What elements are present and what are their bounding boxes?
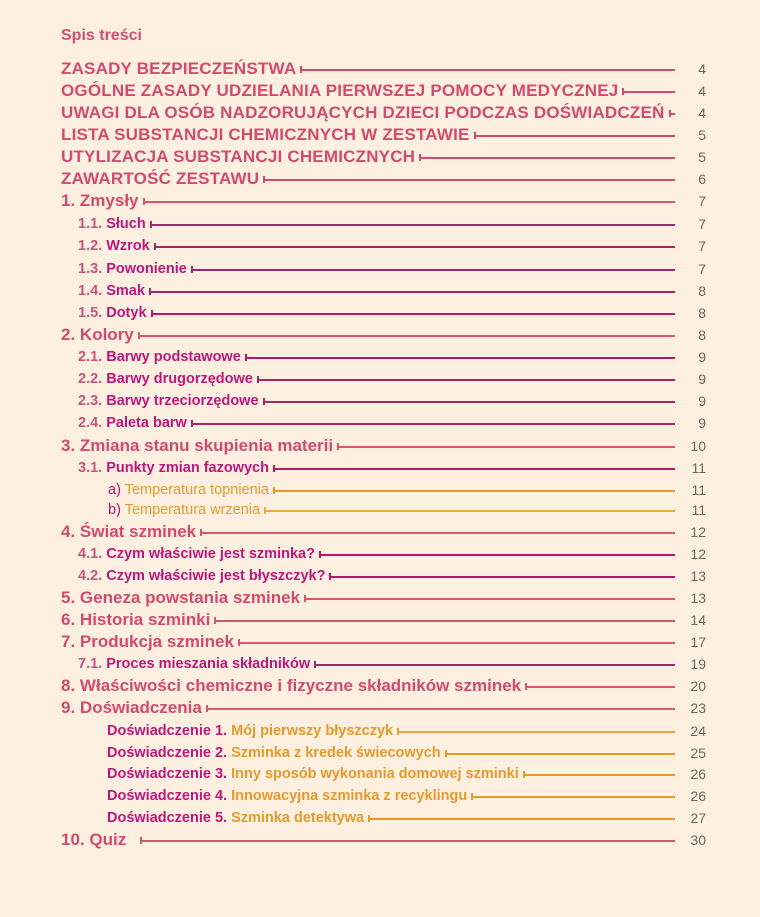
page-number: 10 [690, 438, 706, 454]
leader-line [191, 258, 675, 280]
leader-line [669, 102, 676, 124]
toc-entry-label: 1.5. Dotyk [78, 305, 147, 321]
toc-entry[interactable] [0, 763, 760, 785]
page-number: 26 [690, 788, 706, 804]
page-number: 23 [690, 700, 706, 716]
toc-entry-label: UTYLIZACJA SUBSTANCJI CHEMICZNYCH [61, 147, 416, 166]
toc-entry-label: Doświadczenie 5. Szminka detektywa [107, 810, 365, 826]
toc-entry-label: ZAWARTOŚĆ ZESTAWU [61, 169, 260, 188]
page-number: 13 [690, 568, 706, 584]
page-number: 5 [698, 149, 706, 165]
toc-entry-label: 1.2. Wzrok [78, 238, 150, 254]
page-number: 9 [698, 393, 706, 409]
toc-entry[interactable] [0, 435, 760, 457]
page-number: 8 [698, 327, 706, 343]
page-number: 8 [698, 305, 706, 321]
page-number: 26 [690, 766, 706, 782]
toc-entry[interactable] [0, 807, 760, 829]
leader-line [368, 807, 675, 829]
toc-entry-label: 2.1. Barwy podstawowe [78, 349, 241, 365]
leader-line [273, 457, 675, 479]
toc-entry[interactable] [0, 479, 760, 501]
page-number: 9 [698, 371, 706, 387]
leader-line [445, 742, 675, 764]
leader-line [151, 302, 675, 324]
page-number: 9 [698, 349, 706, 365]
leader-line [214, 609, 675, 631]
page-number: 4 [698, 105, 706, 121]
leader-line [191, 412, 675, 434]
toc-entry-label: Doświadczenie 1. Mój pierwszy błyszczyk [107, 723, 394, 739]
toc-entry[interactable] [0, 675, 760, 697]
page-number: 14 [690, 612, 706, 628]
toc-entry[interactable] [0, 457, 760, 479]
toc-entry-label: 9. Doświadczenia [61, 698, 202, 717]
toc-entry[interactable] [0, 521, 760, 543]
leader-line [319, 543, 675, 565]
toc-entry[interactable] [0, 58, 760, 80]
toc-entry-label: 3. Zmiana stanu skupienia materii [61, 436, 334, 455]
toc-entry-label: OGÓLNE ZASADY UDZIELANIA PIERWSZEJ POMOCY MEDYCZNEJ [61, 81, 619, 100]
toc-entry-label: 1. Zmysły [61, 191, 139, 210]
toc-entry[interactable] [0, 390, 760, 412]
toc-entry[interactable] [0, 80, 760, 102]
toc-entry[interactable] [0, 543, 760, 565]
page-number: 11 [691, 502, 706, 518]
leader-line [200, 521, 675, 543]
page-number: 6 [698, 171, 706, 187]
toc-entry[interactable] [0, 346, 760, 368]
page-number: 7 [698, 261, 706, 277]
toc-entry-label: Doświadczenie 3. Inny sposób wykonania domowej szminki [107, 766, 519, 782]
page-number: 9 [698, 415, 706, 431]
toc-entry[interactable] [0, 302, 760, 324]
page-number: 13 [690, 590, 706, 606]
toc-entry-label: b) Temperatura wrzenia [108, 502, 261, 518]
toc-entry[interactable] [0, 565, 760, 587]
leader-line [140, 829, 675, 851]
page-number: 20 [690, 678, 706, 694]
toc-entry-label: ZASADY BEZPIECZEŃSTWA [61, 59, 297, 78]
leader-line [138, 324, 675, 346]
page-number: 24 [690, 723, 706, 739]
toc-entry[interactable] [0, 412, 760, 434]
page-number: 4 [698, 83, 706, 99]
leader-line [525, 675, 675, 697]
toc-entry-label: LISTA SUBSTANCJI CHEMICZNYCH W ZESTAWIE [61, 125, 470, 144]
leader-line [314, 653, 675, 675]
leader-line [523, 763, 675, 785]
toc-entry-label: 2.2. Barwy drugorzędowe [78, 371, 253, 387]
toc-entry[interactable] [0, 653, 760, 675]
page-number: 11 [691, 482, 706, 498]
leader-line [238, 631, 675, 653]
toc-entry-label: 1.3. Powonienie [78, 261, 187, 277]
page-number: 11 [691, 460, 706, 476]
leader-line [154, 235, 675, 257]
toc-entry-label: 2. Kolory [61, 325, 134, 344]
page-number: 19 [690, 656, 706, 672]
leader-line [264, 499, 675, 521]
leader-line [143, 190, 675, 212]
toc-entry[interactable] [0, 258, 760, 280]
toc-entry[interactable] [0, 213, 760, 235]
page-number: 8 [698, 283, 706, 299]
page-number: 7 [698, 193, 706, 209]
page-title: Spis treści [61, 27, 142, 44]
toc-entry[interactable] [0, 235, 760, 257]
toc-entry[interactable] [0, 829, 760, 851]
toc-entry[interactable] [0, 368, 760, 390]
toc-entry-label: 3.1. Punkty zmian fazowych [78, 460, 269, 476]
toc-entry-label: 2.4. Paleta barw [78, 415, 187, 431]
toc-entry-label: 1.1. Słuch [78, 216, 146, 232]
toc-entry-label: Doświadczenie 4. Innowacyjna szminka z recyklingu [107, 788, 468, 804]
toc-entry[interactable] [0, 609, 760, 631]
leader-line [149, 280, 675, 302]
toc-entry[interactable] [0, 720, 760, 742]
toc-entry[interactable] [0, 631, 760, 653]
toc-entry-label: UWAGI DLA OSÓB NADZORUJĄCYCH DZIECI PODCZAS DOŚWIADCZEŃ [61, 103, 665, 122]
toc-entry-label: 8. Właściwości chemiczne i fizyczne składników szminek [61, 676, 522, 695]
leader-line [273, 479, 675, 501]
toc-entry-label: 4.1. Czym właściwie jest szminka? [78, 546, 315, 562]
toc-entry-label: a) Temperatura topnienia [108, 482, 269, 498]
toc-entry-label: 10. Quiz [61, 830, 127, 849]
toc-entry[interactable] [0, 742, 760, 764]
toc-entry[interactable] [0, 697, 760, 719]
toc-entry[interactable] [0, 124, 760, 146]
toc-entry-label: 4. Świat szminek [61, 522, 197, 541]
page-number: 12 [690, 524, 706, 540]
leader-line [471, 785, 675, 807]
page-number: 4 [698, 61, 706, 77]
leader-line [419, 146, 675, 168]
toc-entry-label: 7.1. Proces mieszania składników [78, 656, 311, 672]
toc-entry[interactable] [0, 190, 760, 212]
toc-entry[interactable] [0, 102, 760, 124]
leader-line [245, 346, 675, 368]
toc-entry[interactable] [0, 280, 760, 302]
toc-entry-label: 6. Historia szminki [61, 610, 211, 629]
toc-entry[interactable] [0, 146, 760, 168]
page-number: 17 [690, 634, 706, 650]
toc-entry[interactable] [0, 324, 760, 346]
leader-line [300, 58, 675, 80]
toc-entry[interactable] [0, 587, 760, 609]
page-number: 5 [698, 127, 706, 143]
page-number: 7 [698, 216, 706, 232]
toc-entry[interactable] [0, 499, 760, 521]
page-number: 7 [698, 238, 706, 254]
page-number: 25 [690, 745, 706, 761]
toc-entry-label: 1.4. Smak [78, 283, 145, 299]
toc-entry[interactable] [0, 785, 760, 807]
page-number: 27 [690, 810, 706, 826]
leader-line [397, 720, 675, 742]
toc-entry-label: 4.2. Czym właściwie jest błyszczyk? [78, 568, 326, 584]
leader-line [304, 587, 675, 609]
page-number: 30 [690, 832, 706, 848]
toc-entry-label: 5. Geneza powstania szminek [61, 588, 301, 607]
leader-line [263, 390, 675, 412]
leader-line [329, 565, 675, 587]
toc-entry[interactable] [0, 168, 760, 190]
toc-entry-label: 2.3. Barwy trzeciorzędowe [78, 393, 259, 409]
leader-line [257, 368, 675, 390]
leader-line [337, 435, 675, 457]
leader-line [206, 697, 675, 719]
leader-line [263, 168, 675, 190]
toc-entry-label: Doświadczenie 2. Szminka z kredek świecowych [107, 745, 441, 761]
leader-line [474, 124, 675, 146]
page-number: 12 [690, 546, 706, 562]
leader-line [622, 80, 675, 102]
leader-line [150, 213, 675, 235]
toc-entry-label: 7. Produkcja szminek [61, 632, 234, 651]
